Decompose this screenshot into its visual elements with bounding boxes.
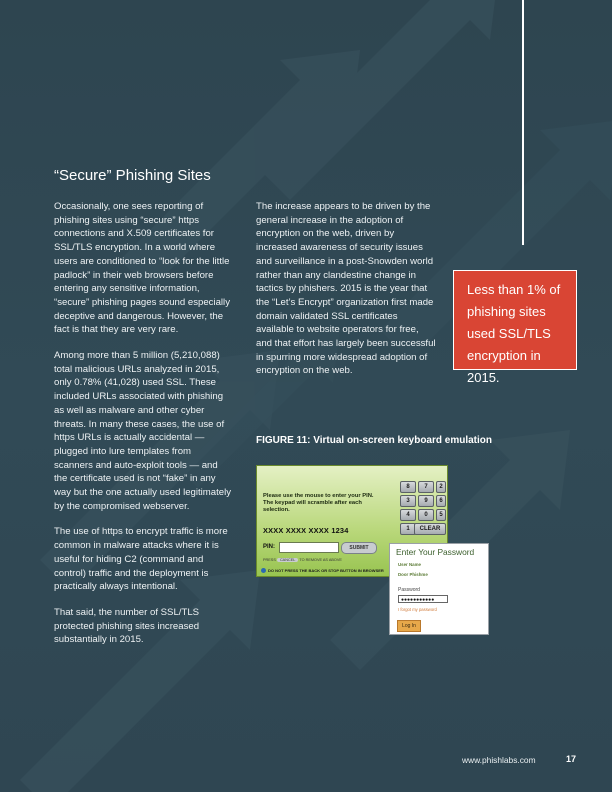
vertical-rule [522, 0, 524, 245]
section-title: “Secure” Phishing Sites [54, 167, 211, 184]
paragraph: That said, the number of SSL/TLS protected phishing sites increased substantially in 2015. [54, 606, 200, 646]
keypad-key: 1 [400, 523, 416, 535]
keypad-key: 0 [418, 509, 434, 521]
keypad-pin-field [279, 542, 339, 553]
login-dialog-screenshot [389, 543, 489, 635]
keypad-card-number: XXXX XXXX XXXX 1234 [263, 526, 349, 535]
press-prefix: PRESS [263, 558, 276, 562]
info-icon [261, 568, 266, 573]
paragraph: Occasionally, one sees reporting of phishing sites using “secure” https connections and X.509 certificates for SSL/TLS encryption. In a world where users are conditioned to “look for the little padlock” in their web browsers before entering any sensitive information, “secure” phishing pages sound especially deceptive and dangerous. However, the fact is that they are very rare. [54, 201, 230, 336]
keypad-pin-label: PIN: [263, 544, 275, 550]
callout-text: Less than 1% of phishing sites used SSL/TLS encryption in 2015. [467, 282, 561, 385]
keypad-key: 2 [436, 481, 446, 493]
login-title: Enter Your Password [396, 547, 475, 557]
login-password-field: ●●●●●●●●●●● [398, 595, 448, 603]
login-username-label: User Name [398, 562, 421, 567]
body-column-middle [256, 200, 436, 390]
keypad-key: 5 [436, 509, 446, 521]
forgot-password-link: I forgot my password [398, 607, 437, 612]
keypad-warning [261, 568, 384, 573]
figure-caption: FIGURE 11: Virtual on-screen keyboard emulation [256, 435, 492, 446]
page-number: 17 [566, 754, 577, 764]
keypad-submit-button: SUBMIT [341, 542, 377, 554]
keypad-key: 6 [436, 495, 446, 507]
paragraph: Among more than 5 million (5,210,088) total malicious URLs analyzed in 2015, only 0.78% (41,028) used SSL. These included URLs associated with phishing as well as malware and other cyber threats. In many these cases, the use of https URLs is actually accidental — plugged into lure templates from scanners and auto-exploit tools — and the certificate used is not “fake” in any way but the one actually used legitimately by the compromised webserver. [54, 350, 232, 512]
keypad-press-hint [263, 558, 342, 562]
login-password-label: Password [398, 587, 420, 593]
callout-box [453, 270, 577, 385]
keypad-key: 3 [400, 495, 416, 507]
keypad-key: 9 [418, 495, 434, 507]
footer-website-link[interactable]: www.phishlabs.com [462, 755, 536, 765]
keypad-key: 7 [418, 481, 434, 493]
login-button: Log In [397, 620, 421, 632]
login-username-value: Door Phishme [398, 572, 428, 577]
body-column-left [54, 200, 232, 659]
paragraph: The use of https to encrypt traffic is more common in malware attacks where it is useful for hiding C2 (command and control) traffic and the deployment is practically always intentional. [54, 526, 228, 593]
press-suffix: TO REMOVE AS ABOVE [299, 558, 342, 562]
keypad-clear-button: CLEAR [414, 523, 446, 535]
paragraph: The increase appears to be driven by the general increase in the adoption of encryption on the web, driven by increased awareness of security issues and surveillance in a post-Snowden world rather than any clandestine change in tactics by phishers. 2015 is the year that the “Let’s Encrypt” organization first made domain validated SSL certificates available to website operators for free, and that effort has largely been successful in spurring more widespread adoption of encryption on the web. [256, 201, 436, 377]
keypad-key: 4 [400, 509, 416, 521]
keypad-key: 8 [400, 481, 416, 493]
keypad-instructions: Please use the mouse to enter your PIN. The keypad will scramble after each selection. [263, 493, 374, 513]
keypad-cancel-button: CANCEL [277, 558, 298, 562]
keypad-warning-text: DO NOT PRESS THE BACK OR STOP BUTTON IN BROWSER [268, 568, 384, 573]
